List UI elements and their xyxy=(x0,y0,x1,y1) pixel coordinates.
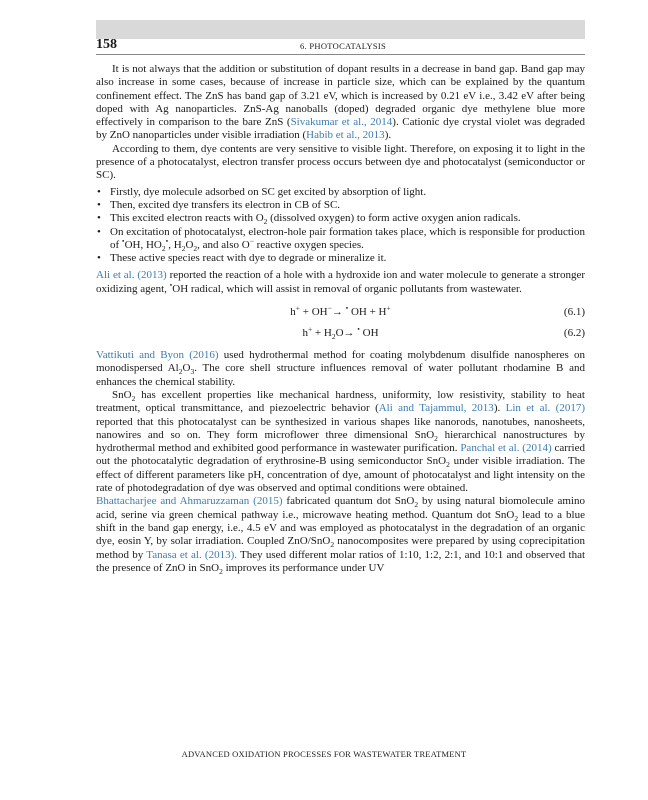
equation-number: (6.2) xyxy=(563,327,585,340)
page-body xyxy=(96,63,585,575)
list-item: • Then, excited dye transfers its electron in CB of SC. xyxy=(110,199,585,212)
equation-6-1: h+ + OH−→ • OH + H+ (6.1) xyxy=(290,303,585,319)
citation-bhattacharjee[interactable]: Bhattacharjee and Ahmaruzzaman (2015) xyxy=(96,495,283,508)
paragraph-5: SnO$_2$ has excellent properties like mechanical hardness, uniformity, low resistivity, stability to heat treatment, optical transmittance, and piezoelectric behavior (Ali and Tajammul, 2013). Lin et al. (2017) reported that this photocatalyst can be synthesized in various shapes like nanorods, nanotubes, nanosheets, nanowires and so on. They form microflower three dimensional SnO$_2$ hierarchical nanostructures by hydrothermal method and exhibited good performance in wastewater purification. Panchal et al. (2014) carried out the photocatalytic degradation of erythrosine-B using semiconductor SnO$_2$ under visible irradiation. The effect of different parameters like pH, concentration of dye, amount of photocatalyst and light intensity on the rate of photodegradation of dye was observed and optimal conditions were obtained. xyxy=(96,388,585,495)
paragraph-1: It is not always that the addition or substitution of dopant results in a decrease in band gap. Band gap may also increase in some cases, because of increase in particle size, which can be explained by the quantum confinement effect. The ZnS has band gap of 3.21 eV, which is increased by 0.21 eV i.e., 3.42 eV after being doped with Ag nanoparticles. ZnS-Ag nanoballs (doped) degraded organic dye methylene blue more effectively in comparison to the bare ZnS (Sivakumar et al., 2014). Cationic dye crystal violet was degraded by ZnO nanoparticles under visible irradiation (Habib et al., 2013). xyxy=(96,63,585,142)
page-number: 158 xyxy=(96,37,117,52)
citation-habib[interactable]: Habib et al., 2013 xyxy=(306,129,385,142)
equation-6-2: $h^+ + H_2O\to ^•$ OH (6.2) xyxy=(302,324,585,342)
citation-tanasa[interactable]: Tanasa et al. (2013). xyxy=(146,548,237,561)
citation-sivakumar[interactable]: Sivakumar et al., 2014 xyxy=(290,116,393,129)
running-head: 6. PHOTOCATALYSIS xyxy=(300,41,387,51)
list-item: • Firstly, dye molecule adsorbed on SC get excited by absorption of light. xyxy=(110,186,585,199)
equation-number: (6.1) xyxy=(563,306,585,319)
paragraph-2: According to them, dye contents are very sensitive to visible light. Therefore, on exposing it to light in the presence of a photocatalyst, electron transfer process occurs between dye and photocatalyst (semiconductor or SC). xyxy=(96,142,585,182)
list-item: • These active species react with dye to degrade or mineralize it. xyxy=(110,252,585,265)
list-item: • This excited electron reacts with $O_2$ (dissolved oxygen) to form active oxygen anion radicals. xyxy=(110,212,585,225)
paragraph-4: Vattikuti and Byon (2016) used hydrothermal method for coating molybdenum disulfide nanospheres on monodispersed $Al_2O_3$. The core shell structure influences removal of water pollutant rhodamine B and enhances the chemical stability. xyxy=(96,349,585,388)
bullet-list xyxy=(96,186,585,266)
citation-lin[interactable]: Lin et al. (2017) xyxy=(505,402,585,415)
citation-ali-tajammul[interactable]: Ali and Tajammul, 2013 xyxy=(378,402,494,415)
header-rule xyxy=(96,54,585,55)
page-footer: ADVANCED OXIDATION PROCESSES FOR WASTEWATER TREATMENT xyxy=(181,749,467,759)
citation-panchal[interactable]: Panchal et al. (2014) xyxy=(460,442,552,455)
header-band xyxy=(96,20,585,39)
paragraph-6: Bhattacharjee and Ahmaruzzaman (2015) fabricated quantum dot SnO$_2$ by using natural biomolecule amino acid, serine via green chemical pathway i.e., microwave heating method. Quantum dot SnO$_2$ lead to a blue shift in the band gap energy, i.e., 4.5 eV and was employed as photocatalyst in the degradation of an organic dye, eosin Y, by solar irradiation. Coupled ZnO/SnO$_2$ nanocomposites were prepared by using coprecipitation method by Tanasa et al. (2013). They used different molar ratios of 1:10, 1:2, 2:1, and 10:1 and observed that the presence of ZnO in SnO$_2$ improves its performance under UV xyxy=(96,495,586,576)
list-item: • On excitation of photocatalyst, electron-hole pair formation takes place, which is responsible for production of •OH, $HO_2^•$, $H_2O_2$, and also O− reactive oxygen species. xyxy=(110,226,585,253)
citation-ali[interactable]: Ali et al. (2013) xyxy=(96,269,167,282)
paragraph-3: Ali et al. (2013) reported the reaction of a hole with a hydroxide ion and water molecule to generate a stronger oxidizing agent, •OH radical, which will assist in removal of organic pollutants from wastewater. xyxy=(96,269,585,295)
citation-vattikuti[interactable]: Vattikuti and Byon (2016) xyxy=(96,349,219,362)
